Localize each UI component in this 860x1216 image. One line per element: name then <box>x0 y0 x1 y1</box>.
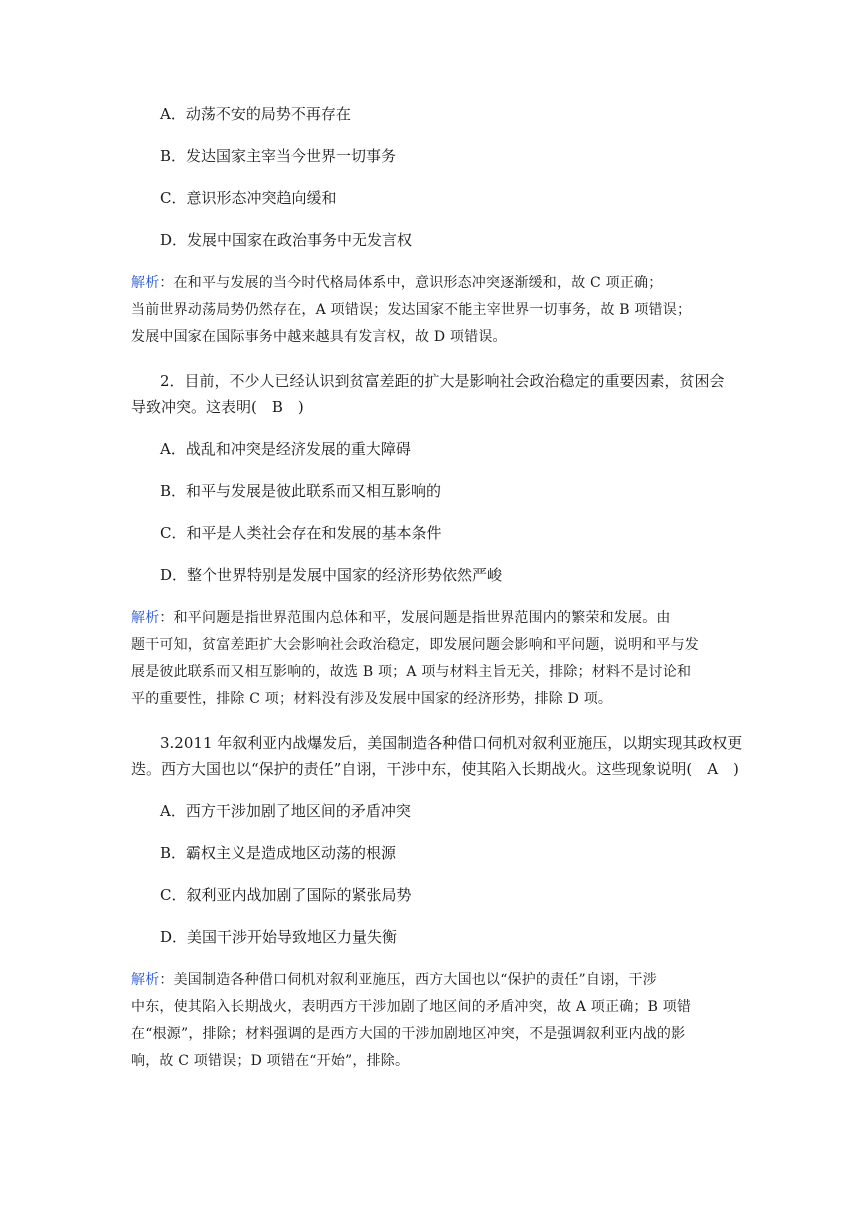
q2-option-d: D．整个世界特别是发展中国家的经济形势依然严峻 <box>160 566 503 584</box>
q2-explanation-line-4: 平的重要性，排除 C 项；材料没有涉及发展中国家的经济形势，排除 D 项。 <box>131 691 613 707</box>
q2-option-a: A．战乱和冲突是经济发展的重大障碍 <box>160 440 411 458</box>
q2-stem-line-2: 导致冲突。这表明( B ) <box>131 398 304 416</box>
q3-stem-line-1: 3.2011 年叙利亚内战爆发后，美国制造各种借口伺机对叙利亚施压，以期实现其政权更 <box>160 734 743 752</box>
q2-option-b: B．和平与发展是彼此联系而又相互影响的 <box>160 482 442 500</box>
q3-explanation-line-2: 中东，使其陷入长期战火，表明西方干涉加剧了地区间的矛盾冲突，故 A 项正确；B 项错 <box>131 999 692 1015</box>
q1-explanation-line-3: 发展中国家在国际事务中越来越具有发言权，故 D 项错误。 <box>131 329 507 345</box>
q2-explanation-line-1: 解析：和平问题是指世界范围内总体和平，发展问题是指世界范围内的繁荣和发展。由 <box>131 610 671 626</box>
q3-explanation-line-3: 在“根源”，排除；材料强调的是西方大国的干涉加剧地区冲突，不是强调叙利亚内战的影 <box>131 1026 686 1042</box>
q3-stem-line-2: 迭。西方大国也以“保护的责任”自诩，干涉中东，使其陷入长期战火。这些现象说明( A ) <box>131 760 739 778</box>
q2-option-c: C．和平是人类社会存在和发展的基本条件 <box>160 524 442 542</box>
q3-option-a: A．西方干涉加剧了地区间的矛盾冲突 <box>160 802 411 820</box>
q2-explanation-line-2: 题干可知，贫富差距扩大会影响社会政治稳定，即发展问题会影响和平问题，说明和平与发 <box>131 637 699 653</box>
q3-option-b: B．霸权主义是造成地区动荡的根源 <box>160 844 397 862</box>
q1-explanation-line-1: 解析：在和平与发展的当今时代格局体系中，意识形态冲突逐渐缓和，故 C 项正确； <box>131 275 663 291</box>
q1-explanation-line-2: 当前世界动荡局势仍然存在，A 项错误；发达国家不能主宰世界一切事务，故 B 项错误； <box>131 302 692 318</box>
q2-explanation-label: 解析 <box>131 610 160 626</box>
q1-option-c: C．意识形态冲突趋向缓和 <box>160 189 337 207</box>
q1-explanation-label: 解析 <box>131 275 160 291</box>
q3-explanation-label: 解析 <box>131 972 160 988</box>
q3-explanation-line-1: 解析：美国制造各种借口伺机对叙利亚施压，西方大国也以“保护的责任”自诩，干涉 <box>131 972 657 988</box>
q2-explanation-line-3: 展是彼此联系而又相互影响的，故选 B 项；A 项与材料主旨无关，排除；材料不是讨论和 <box>131 664 692 680</box>
q2-stem-line-1: 2．目前，不少人已经认识到贫富差距的扩大是影响社会政治稳定的重要因素，贫困会 <box>160 372 725 390</box>
q3-explanation-line-4: 响，故 C 项错误；D 项错在“开始”，排除。 <box>131 1053 410 1069</box>
q3-option-d: D．美国干涉开始导致地区力量失衡 <box>160 928 398 946</box>
q3-option-c: C．叙利亚内战加剧了国际的紧张局势 <box>160 886 412 904</box>
q1-option-a: A．动荡不安的局势不再存在 <box>160 105 351 123</box>
q1-option-d: D．发展中国家在政治事务中无发言权 <box>160 231 413 249</box>
q1-option-b: B．发达国家主宰当今世界一切事务 <box>160 147 397 165</box>
